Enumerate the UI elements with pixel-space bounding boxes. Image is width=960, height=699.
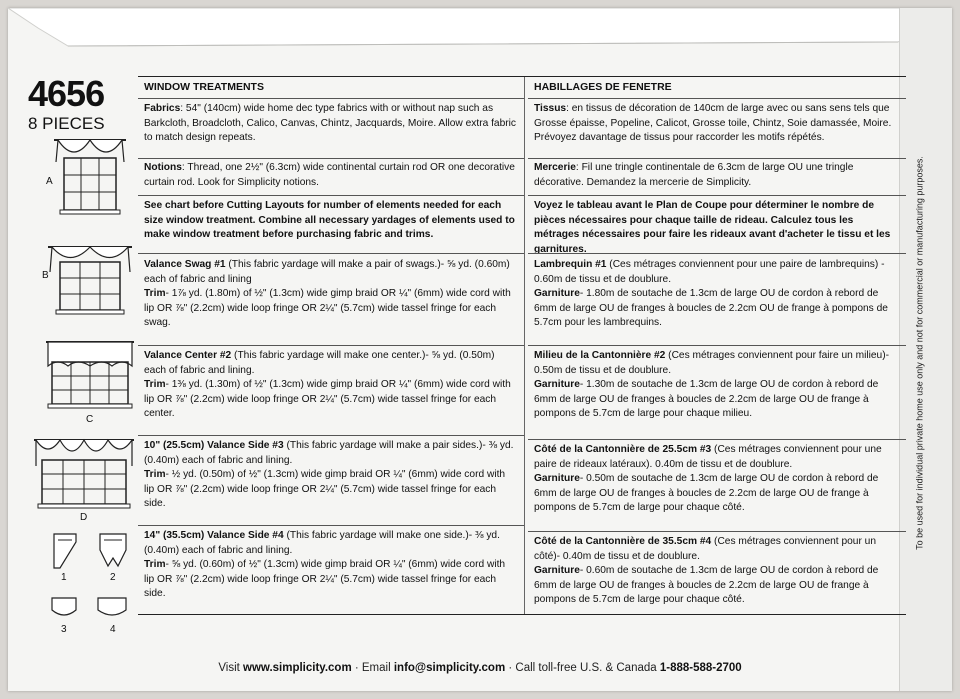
notions-section: Notions: Thread, one 2½" (6.3cm) wide continental curtain rod OR one decorative curtain rod. Look for Simplicity notions. bbox=[144, 162, 515, 188]
pattern-id-column bbox=[28, 73, 138, 636]
piece-3-label: 3 bbox=[61, 624, 67, 635]
pattern-number: 4656 bbox=[28, 73, 105, 114]
piece-1-label: 1 bbox=[61, 572, 67, 583]
english-title: WINDOW TREATMENTS bbox=[144, 81, 264, 93]
milieu-section: Milieu de la Cantonnière #2 (Ces métrages conviennent pour faire un milieu)- 0.50m de tissu et de doublure. Garniture- 1.30m de soutache de 1.3cm de large OU de cordon à rebord de 6mm de large OU de franges à boucles de 2.2cm de large OU de frange à pompons de 5.7cm de large pour chaque milieu. bbox=[534, 350, 890, 419]
contact-footer: Visit www.simplicity.com · Email info@simplicity.com · Call toll-free U.S. & Canada 1-888-588-2700 bbox=[218, 662, 742, 674]
view-c-label: C bbox=[86, 414, 94, 425]
piece-1-illustration bbox=[50, 532, 80, 570]
usage-note: To be used for individual private home use only and not for commercial or manufacturing purposes. bbox=[914, 156, 925, 550]
french-column bbox=[528, 77, 906, 614]
view-a-label: A bbox=[46, 176, 53, 187]
fabrics-section: Fabrics: 54" (140cm) wide home dec type fabrics with or without nap such as Barkcloth, Broadcloth, Calico, Canvas, Chintz, Jacquards, Moire. Allow extra fabric to match design repeats. bbox=[144, 103, 517, 143]
tableau-note: Voyez le tableau avant le Plan de Coupe pour déterminer le nombre de pièces nécessaires pour chaque taille de rideau. Calculez tous les métrages nécessaires pour faire les rideaux avant d'acheter le tissu et les garnitures. bbox=[534, 200, 891, 255]
valance-side-14-section: 14" (35.5cm) Valance Side #4 (This fabric yardage will make one side.)- ⅜ yd. (0.40m) each of fabric and lining. Trim- ⅝ yd. (0.60m) of ½" (1.3cm) wide gimp braid OR ¼" (6mm) wide cord with lip OR ⅞" (2.2cm) wide loop fringe OR 2¼" (5.7cm) wide tassel fringe for each side. bbox=[144, 530, 506, 599]
website-link[interactable]: www.simplicity.com bbox=[243, 662, 352, 674]
valance-swag-section: Valance Swag #1 (This fabric yardage will make a pair of swags.)- ⅝ yd. (0.60m) each of fabric and lining Trim- 1⅞ yd. (1.80m) of ½" (1.3cm) wide gimp braid OR ¼" (6mm) wide cord with lip OR ⅞" (2.2cm) wide loop fringe OR 2¼" (5.7cm) wide tassel fringe for each swag. bbox=[144, 259, 511, 328]
view-d-label: D bbox=[80, 512, 88, 523]
requirements-table bbox=[138, 76, 906, 615]
tissus-section: Tissus: en tissus de décoration de 140cm de large avec ou sans sens tels que Grosse épaisse, Popeline, Calicot, Grosse toile, Chintz, Soie damassée, Moire. Prévoyez davantage de tissus pour raccorder les motifs répétés. bbox=[534, 103, 892, 143]
envelope-flap bbox=[8, 8, 952, 56]
lambrequin-section: Lambrequin #1 (Ces métrages conviennent pour une paire de lambrequins) - 0.60m de tissu et de doublure. Garniture- 1.80m de soutache de 1.3cm de large OU de cordon à rebord de 6mm de large OU de franges à boucles de 2.2cm OU de frange à pompons de 5.7cm pour les lambrequins. bbox=[534, 259, 888, 328]
piece-4-illustration bbox=[94, 594, 130, 622]
piece-4-label: 4 bbox=[110, 624, 116, 635]
piece-2-label: 2 bbox=[110, 572, 116, 583]
valance-center-section: Valance Center #2 (This fabric yardage will make one center.)- ⅝ yd. (0.50m) each of fabric and lining. Trim- 1⅜ yd. (1.30m) of ½" (1.3cm) wide gimp braid OR ¼" (6mm) wide cord with lip OR ⅞" (2.2cm) wide loop fringe OR 2¼" (5.7cm) wide tassel fringe for each center. bbox=[144, 350, 511, 419]
english-column bbox=[138, 77, 525, 614]
pieces-count: 8 PIECES bbox=[28, 114, 105, 133]
view-b-label: B bbox=[42, 270, 49, 281]
email-link[interactable]: info@simplicity.com bbox=[393, 662, 506, 674]
french-title: HABILLAGES DE FENETRE bbox=[534, 81, 672, 93]
valance-side-10-section: 10" (25.5cm) Valance Side #3 (This fabric yardage will make a pair sides.)- ⅜ yd. (0.40m) each of fabric and lining. Trim- ½ yd. (0.50m) of ½" (1.3cm) wide gimp braid OR ¼" (6mm) wide cord with lip OR ⅞" (2.2cm) wide loop fringe OR 2¼" (5.7cm) wide tassel fringe for each side. bbox=[144, 440, 514, 509]
pattern-envelope-back bbox=[8, 8, 952, 691]
view-b-illustration bbox=[46, 242, 134, 318]
chart-note: See chart before Cutting Layouts for number of elements needed for each size window treatment. Combine all necessary yardages of elements used to make window treatment before purchasing fabric and trims. bbox=[144, 200, 515, 240]
phone-number: 1-888-588-2700 bbox=[659, 662, 742, 674]
cote-25-section: Côté de la Cantonnière de 25.5cm #3 (Ces métrages conviennent pour une paire de rideaux latéraux). 0.40m de tissu et de doublure. Garniture- 0.50m de soutache de 1.3cm de large OU de cordon à rebord de 6mm de large OU de franges à boucles de 2.2cm de large OU de frange à pompons de 5.7cm de large pour chaque côté. bbox=[534, 444, 882, 513]
piece-3-illustration bbox=[48, 594, 80, 622]
mercerie-section: Mercerie: Fil une tringle continentale de 6.3cm de large OU une tringle décorative. Demandez la mercerie de Simplicity. bbox=[534, 162, 854, 188]
view-a-illustration bbox=[50, 134, 130, 216]
view-c-illustration bbox=[44, 338, 136, 412]
piece-2-illustration bbox=[96, 532, 130, 570]
view-d-illustration bbox=[32, 436, 136, 512]
cote-35-section: Côté de la Cantonnière de 35.5cm #4 (Ces métrages conviennent pour un côté)- 0.40m de tissu et de doublure. Garniture- 0.60m de soutache de 1.3cm de large OU de cordon à rebord de 6mm de large OU de franges à boucles de 2.2cm de large OU de frange à pompons de 5.7cm de large pour chaque côté. bbox=[534, 536, 879, 605]
